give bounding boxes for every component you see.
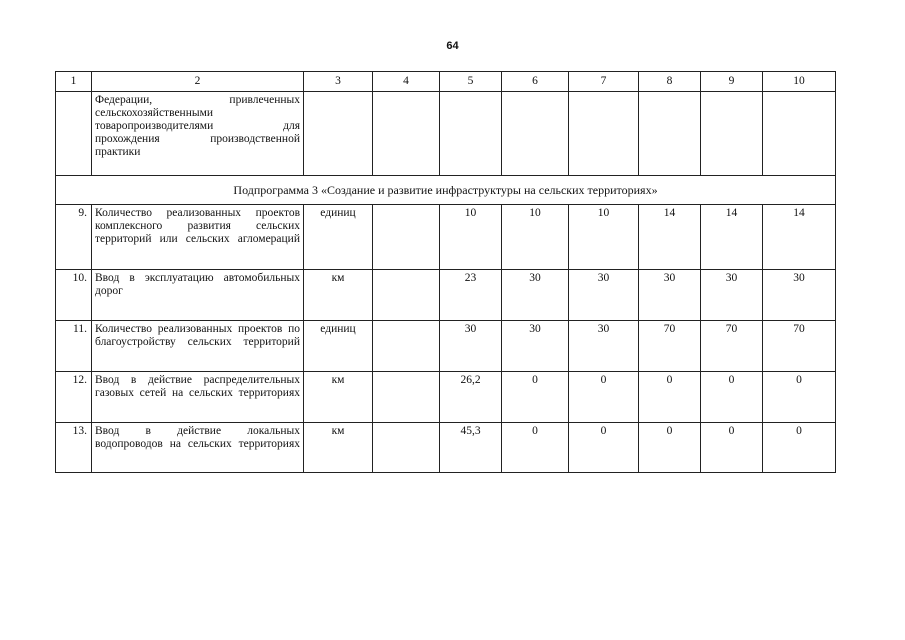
table-cell: [763, 92, 836, 176]
row-number: 13.: [56, 423, 92, 473]
value-cell: 30: [440, 321, 502, 372]
value-cell: 0: [701, 423, 763, 473]
indicator-name: Количество реализованных проектов комплексного развития сельских территорий или сельских агломераций: [92, 205, 304, 270]
value-cell: 14: [639, 205, 701, 270]
header-cell: 6: [502, 72, 569, 92]
table-cell: [373, 205, 440, 270]
unit-cell: км: [304, 372, 373, 423]
value-cell: 14: [763, 205, 836, 270]
indicator-name: Ввод в действие локальных водопроводов на сельских территориях: [92, 423, 304, 473]
value-cell: 0: [701, 372, 763, 423]
unit-cell: единиц: [304, 321, 373, 372]
header-cell: 4: [373, 72, 440, 92]
table-cell: [373, 270, 440, 321]
table-cell: [502, 92, 569, 176]
subprogram-row: [56, 176, 836, 205]
indicators-table: [55, 71, 836, 473]
table-header-row: [56, 72, 836, 92]
value-cell: 0: [502, 372, 569, 423]
value-cell: 70: [763, 321, 836, 372]
value-cell: 30: [701, 270, 763, 321]
table-cell: [373, 372, 440, 423]
value-cell: 45,3: [440, 423, 502, 473]
table-cell: [304, 92, 373, 176]
unit-cell: единиц: [304, 205, 373, 270]
value-cell: 0: [569, 372, 639, 423]
row-number: 10.: [56, 270, 92, 321]
header-cell: 9: [701, 72, 763, 92]
value-cell: 0: [763, 372, 836, 423]
value-cell: 30: [502, 321, 569, 372]
value-cell: 0: [502, 423, 569, 473]
table-cell: [373, 92, 440, 176]
header-cell: 3: [304, 72, 373, 92]
value-cell: 70: [639, 321, 701, 372]
table-cell: [373, 321, 440, 372]
value-cell: 10: [502, 205, 569, 270]
value-cell: 30: [763, 270, 836, 321]
header-cell: 7: [569, 72, 639, 92]
row-number: 9.: [56, 205, 92, 270]
indicator-name: Количество реализованных проектов по благоустройству сельских территорий: [92, 321, 304, 372]
header-cell: 2: [92, 72, 304, 92]
value-cell: 26,2: [440, 372, 502, 423]
table-cell: [639, 92, 701, 176]
value-cell: 0: [569, 423, 639, 473]
value-cell: 0: [639, 372, 701, 423]
value-cell: 14: [701, 205, 763, 270]
value-cell: 70: [701, 321, 763, 372]
unit-cell: км: [304, 423, 373, 473]
unit-cell: км: [304, 270, 373, 321]
table-row: [56, 423, 836, 473]
indicator-name: Ввод в действие распределительных газовых сетей на сельских территориях: [92, 372, 304, 423]
table-row: [56, 321, 836, 372]
value-cell: 30: [639, 270, 701, 321]
table-row-continuation: [56, 92, 836, 176]
table-row: [56, 270, 836, 321]
value-cell: 0: [639, 423, 701, 473]
header-cell: 8: [639, 72, 701, 92]
row-number: 12.: [56, 372, 92, 423]
header-cell: 1: [56, 72, 92, 92]
table-cell: [569, 92, 639, 176]
row-number: 11.: [56, 321, 92, 372]
value-cell: 10: [440, 205, 502, 270]
table-row: [56, 372, 836, 423]
table-row: [56, 205, 836, 270]
header-cell: 5: [440, 72, 502, 92]
table-cell: [440, 92, 502, 176]
value-cell: 23: [440, 270, 502, 321]
table-cell: [373, 423, 440, 473]
subprogram-title: Подпрограмма 3 «Создание и развитие инфраструктуры на сельских территориях»: [56, 176, 836, 205]
value-cell: 0: [763, 423, 836, 473]
page-number: 64: [446, 40, 459, 52]
indicator-name: Ввод в эксплуатацию автомобильных дорог: [92, 270, 304, 321]
value-cell: 10: [569, 205, 639, 270]
header-cell: 10: [763, 72, 836, 92]
value-cell: 30: [569, 270, 639, 321]
indicator-name: Федерации, привлеченных сельскохозяйственными товаропроизводителями для прохождения производственной практики: [92, 92, 304, 176]
value-cell: 30: [502, 270, 569, 321]
value-cell: 30: [569, 321, 639, 372]
row-number: [56, 92, 92, 176]
table-cell: [701, 92, 763, 176]
